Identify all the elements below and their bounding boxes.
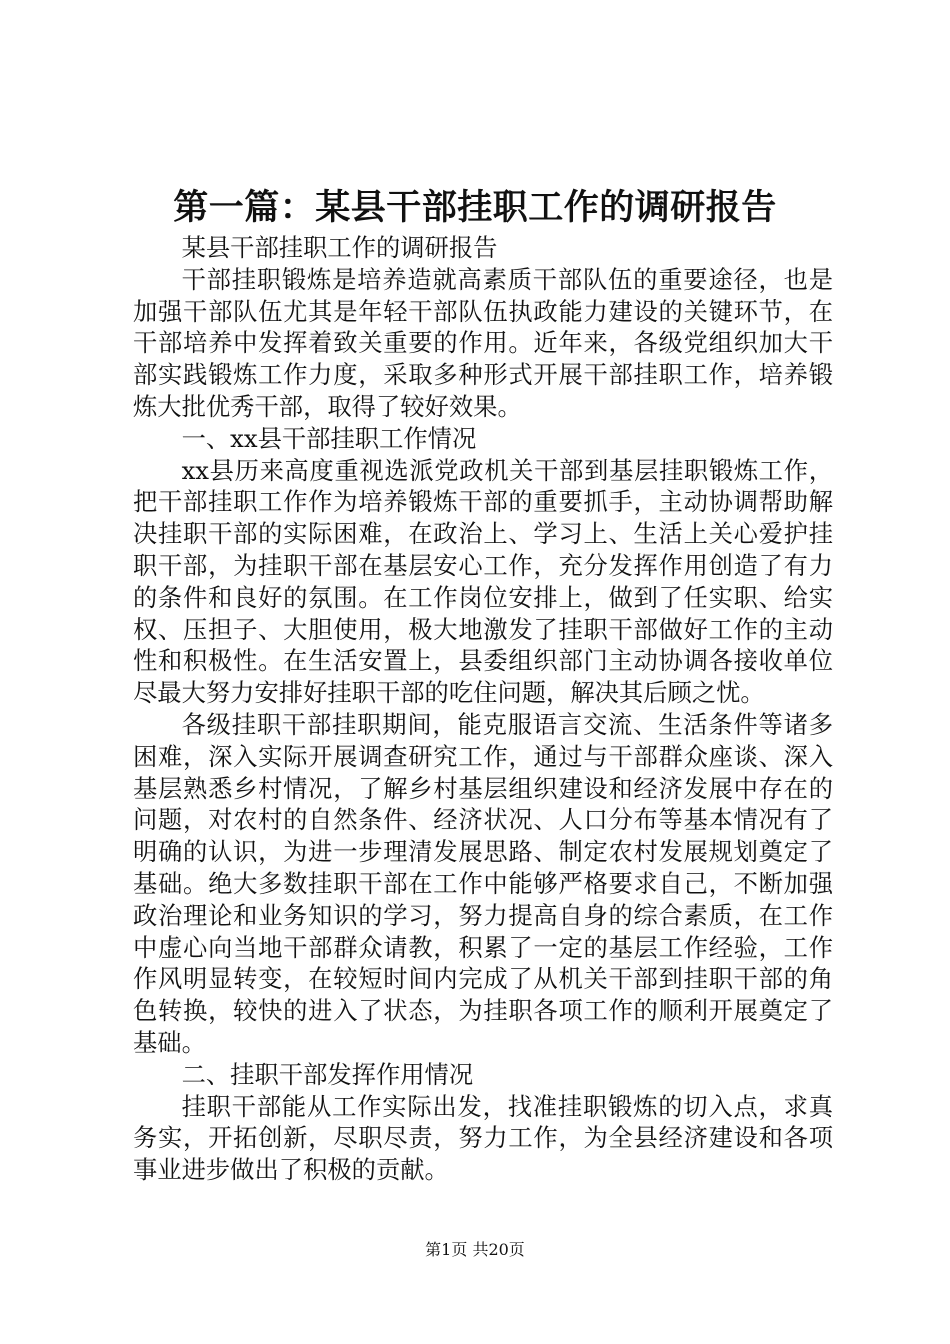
page-number-footer: 第1页 共20页 bbox=[425, 1240, 525, 1259]
paragraph-section-1: xx县历来高度重视选派党政机关干部到基层挂职锻炼工作，把干部挂职工作作为培养锻炼干部的重要抓手，主动协调帮助解决挂职干部的实际困难，在政治上、学习上、生活上关心爱护挂职干部，为挂职干部在基层安心工作，充分发挥作用创造了有力的条件和良好的氛围。在工作岗位安排上，做到了任实职、给实权、压担子、大胆使用，极大地激发了挂职干部做好工作的主动性和积极性。在生活安置上，县委组织部门主动协调各接收单位尽最大努力安排好挂职干部的吃住问题，解决其后顾之忧。 bbox=[133, 455, 833, 708]
paragraph-intro: 干部挂职锻炼是培养造就高素质干部队伍的重要途径，也是加强干部队伍尤其是年轻干部队伍执政能力建设的关键环节，在干部培养中发挥着致关重要的作用。近年来，各级党组织加大干部实践锻炼工作力度，采取多种形式开展干部挂职工作，培养锻炼大批优秀干部，取得了较好效果。 bbox=[133, 264, 833, 421]
section-heading-2: 二、挂职干部发挥作用情况 bbox=[181, 1059, 474, 1089]
document-body bbox=[133, 232, 833, 1186]
document-title: 第一篇：某县干部挂职工作的调研报告 bbox=[173, 187, 777, 228]
paragraph-section-2: 挂职干部能从工作实际出发，找准挂职锻炼的切入点，求真务实，开拓创新，尽职尽责，努力工作，为全县经济建设和各项事业进步做出了积极的贡献。 bbox=[133, 1091, 833, 1185]
paragraph-subtitle: 某县干部挂职工作的调研报告 bbox=[181, 233, 498, 262]
section-heading-1: 一、xx县干部挂职工作情况 bbox=[181, 423, 477, 453]
paragraph-section-1-cont: 各级挂职干部挂职期间，能克服语言交流、生活条件等诸多困难，深入实际开展调查研究工作，通过与干部群众座谈、深入基层熟悉乡村情况，了解乡村基层组织建设和经济发展中存在的问题，对农村的自然条件、经济状况、人口分布等基本情况有了明确的认识，为进一步理清发展思路、制定农村发展规划奠定了基础。绝大多数挂职干部在工作中能够严格要求自己，不断加强政治理论和业务知识的学习，努力提高自身的综合素质，在工作中虚心向当地干部群众请教，积累了一定的基层工作经验，工作作风明显转变，在较短时间内完成了从机关干部到挂职干部的角色转换，较快的进入了状态，为挂职各项工作的顺利开展奠定了基础。 bbox=[133, 709, 833, 1057]
